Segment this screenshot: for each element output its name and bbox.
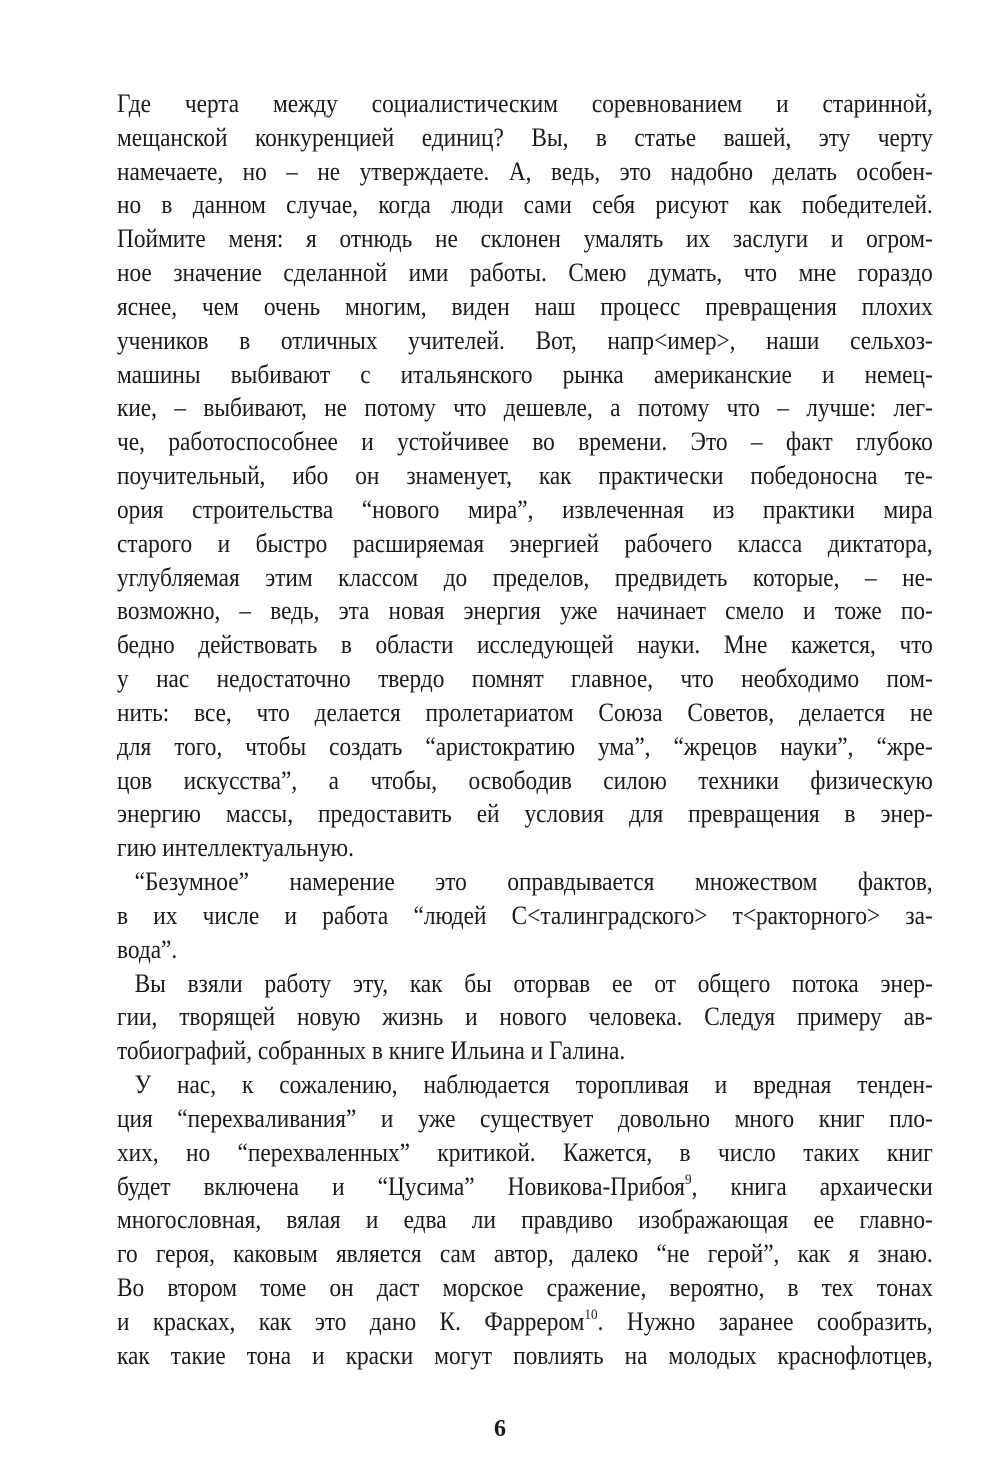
text-line-content: учеников в отличных учителей. Вот, напр<имер>, наши сельхоз- bbox=[117, 324, 933, 355]
text-line-content: поучительный, ибо он знаменует, как практически победоносна те- bbox=[117, 460, 933, 491]
text-line bbox=[117, 933, 933, 967]
text-line bbox=[117, 1000, 933, 1034]
text-line-content bbox=[117, 1170, 933, 1204]
text-line bbox=[117, 1136, 933, 1170]
text-line bbox=[117, 256, 933, 290]
text-line bbox=[117, 831, 933, 865]
text-line-content: хих, но “перехваленных” критикой. Кажется, в число таких книг bbox=[117, 1136, 933, 1167]
text-line-content: в их числе и работа “людей С<талинградского> т<ракторного> за- bbox=[117, 899, 933, 930]
text-line-content: Поймите меня: я отнюдь не склонен умалять их заслуги и огром- bbox=[117, 223, 933, 254]
text-line bbox=[117, 1170, 933, 1204]
text-line-content: углубляемая этим классом до пределов, предвидеть которые, – не- bbox=[117, 561, 933, 592]
text-line bbox=[117, 527, 933, 561]
text-line bbox=[117, 358, 933, 392]
text-line bbox=[117, 1237, 933, 1271]
text-segment: , книга архаически bbox=[691, 1170, 933, 1201]
text-line-content: ция “перехваливания” и уже существует довольно много книг пло- bbox=[117, 1102, 933, 1133]
text-line-content: яснее, чем очень многим, виден наш процесс превращения плохих bbox=[117, 290, 933, 321]
text-line bbox=[117, 425, 933, 459]
text-line-content: Во втором томе он даст морское сражение, вероятно, в тех тонах bbox=[117, 1271, 933, 1302]
text-line bbox=[117, 155, 933, 189]
text-line-content: че, работоспособнее и устойчивее во времени. Это – факт глубоко bbox=[117, 426, 933, 457]
text-line bbox=[117, 1271, 933, 1305]
text-line bbox=[117, 662, 933, 696]
text-segment: и красках, как это дано К. Фаррером bbox=[117, 1305, 585, 1336]
text-line bbox=[117, 87, 933, 121]
text-line-content: гии, творящей новую жизнь и нового человека. Следуя примеру ав- bbox=[117, 1001, 933, 1032]
text-line bbox=[117, 459, 933, 493]
text-line-content: Где черта между социалистическим соревнованием и старинной, bbox=[117, 88, 933, 118]
text-line-content: намечаете, но – не утверждаете. А, ведь, это надобно делать особен- bbox=[117, 155, 933, 186]
text-line bbox=[117, 1339, 933, 1373]
text-line-content: мещанской конкуренцией единиц? Вы, в статье вашей, эту черту bbox=[117, 121, 933, 152]
text-line-content: У нас, к сожалению, наблюдается торопливая и вредная тенден- bbox=[134, 1069, 933, 1100]
text-line-content: как такие тона и краски могут повлиять на молодых краснофлотцев, bbox=[117, 1339, 933, 1370]
text-line-content: старого и быстро расширяемая энергией рабочего класса диктатора, bbox=[117, 527, 933, 558]
text-line-content: возможно, – ведь, эта новая энергия уже начинает смело и тоже по- bbox=[117, 595, 933, 626]
text-line bbox=[117, 324, 933, 358]
text-line bbox=[117, 1034, 933, 1068]
text-line-content: у нас недостаточно твердо помнят главное, что необходимо пом- bbox=[117, 663, 933, 694]
text-line-content: цов искусства”, а чтобы, освободив силою техники физическую bbox=[117, 764, 933, 795]
text-line bbox=[117, 628, 933, 662]
text-line-content: бедно действовать в области исследующей науки. Мне кажется, что bbox=[117, 629, 933, 660]
body-text bbox=[117, 87, 933, 1372]
text-line bbox=[117, 696, 933, 730]
text-segment: будет включена и “Цусима” Новикова-Прибоя bbox=[117, 1170, 686, 1201]
text-line bbox=[117, 1068, 933, 1102]
text-line-content: энергию массы, предоставить ей условия для превращения в энер- bbox=[117, 798, 933, 829]
text-line-content: машины выбивают с итальянского рынка американские и немец- bbox=[117, 358, 933, 389]
text-line bbox=[117, 1305, 933, 1339]
text-line bbox=[117, 730, 933, 764]
text-line-content: нить: все, что делается пролетариатом Союза Советов, делается не bbox=[117, 696, 933, 727]
text-line-content: многословная, вялая и едва ли правдиво изображающая ее главно- bbox=[117, 1204, 933, 1235]
text-line-content: гию интеллектуальную. bbox=[117, 832, 354, 863]
text-line-content: вода”. bbox=[117, 933, 178, 964]
text-line-content: но в данном случае, когда люди сами себя рисуют как победителей. bbox=[117, 189, 933, 220]
footnote-ref[interactable]: 9 bbox=[685, 1171, 692, 1188]
text-line bbox=[117, 899, 933, 933]
text-line-content: “Безумное” намерение это оправдывается множеством фактов, bbox=[134, 866, 933, 897]
footnote-ref[interactable]: 10 bbox=[584, 1306, 598, 1323]
text-line bbox=[117, 594, 933, 628]
text-segment: . Нужно заранее сообразить, bbox=[597, 1305, 933, 1336]
text-line bbox=[117, 797, 933, 831]
text-line-content: го героя, каковым является сам автор, далеко “не герой”, как я знаю. bbox=[117, 1238, 933, 1269]
text-line-content: ория строительства “нового мира”, извлеченная из практики мира bbox=[117, 493, 933, 524]
text-line bbox=[117, 561, 933, 595]
text-line-content: ное значение сделанной ими работы. Смею думать, что мне гораздо bbox=[117, 257, 933, 288]
text-line bbox=[117, 967, 933, 1001]
text-line-content: Вы взяли работу эту, как бы оторвав ее от общего потока энер- bbox=[134, 967, 933, 998]
text-line bbox=[117, 188, 933, 222]
text-line bbox=[117, 1203, 933, 1237]
page-number: 6 bbox=[494, 1416, 506, 1442]
text-line bbox=[117, 493, 933, 527]
text-line bbox=[117, 290, 933, 324]
text-line-content: кие, – выбивают, не потому что дешевле, а потому что – лучше: лег- bbox=[117, 392, 933, 423]
text-line-content: тобиографий, собранных в книге Ильина и Галина. bbox=[117, 1035, 626, 1066]
text-line bbox=[117, 121, 933, 155]
text-line-content bbox=[117, 1305, 933, 1339]
text-line bbox=[117, 1102, 933, 1136]
text-line bbox=[117, 391, 933, 425]
text-line bbox=[117, 764, 933, 798]
text-line bbox=[117, 222, 933, 256]
text-line bbox=[117, 865, 933, 899]
text-line-content: для того, чтобы создать “аристократию ума”, “жрецов науки”, “жре- bbox=[117, 730, 933, 761]
